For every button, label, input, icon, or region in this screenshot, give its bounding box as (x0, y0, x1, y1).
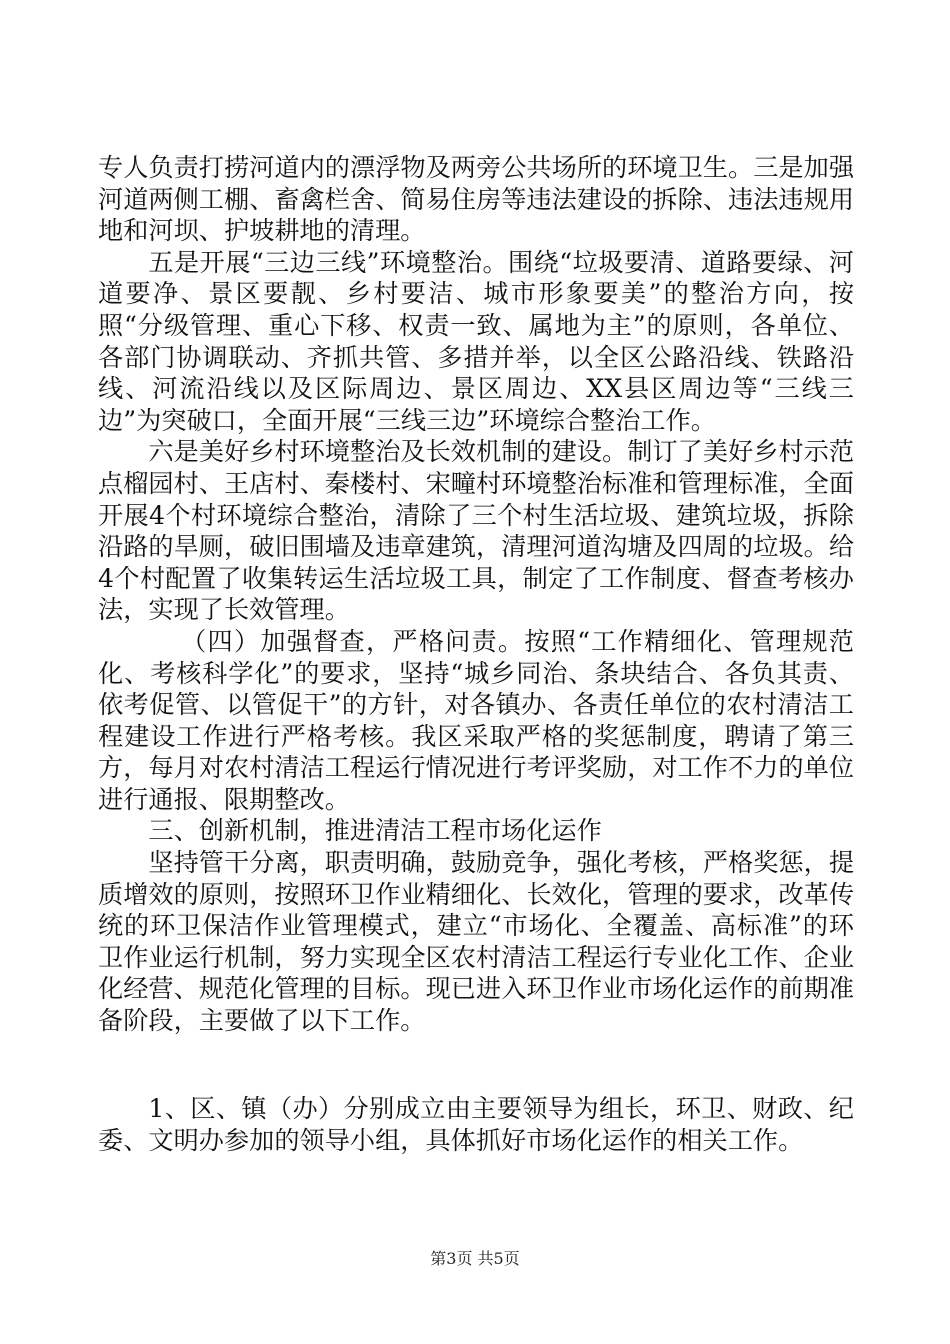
paragraph-4: （四）加强督查，严格问责。按照“工作精细化、管理规范化、考核科学化”的要求，坚持“城乡同治、条块结合、各负其责、依考促管、以管促干”的方针，对各镇办、各责任单位的农村清洁工程建设工作进行严格考核。我区采取严格的奖惩制度，聘请了第三方，每月对农村清洁工程运行情况进行考评奖励，对工作不力的单位进行通报、限期整改。 (98, 626, 854, 814)
paragraph-1: 专人负责打捞河道内的漂浮物及两旁公共场所的环境卫生。三是加强河道两侧工棚、畜禽栏舍、简易住房等违法建设的拆除、违法违规用地和河坝、护坡耕地的清理。 (98, 153, 854, 246)
section-heading: 三、创新机制，推进清洁工程市场化运作 (148, 816, 602, 846)
document-body (98, 152, 854, 1037)
numbered-list (98, 1093, 854, 1156)
paragraph-2: 五是开展“三边三线”环境整治。围绕“垃圾要清、道路要绿、河道要净、景区要靓、乡村要洁、城市形象要美”的整治方向，按照“分级管理、重心下移、权责一致、属地为主”的原则，各单位、各部门协调联动、齐抓共管、多措并举，以全区公路沿线、铁路沿线、河流沿线以及区际周边、景区周边、XX县区周边等“三线三边”为突破口，全面开展“三线三边”环境综合整治工作。 (98, 247, 854, 435)
paragraph-5: 坚持管干分离，职责明确，鼓励竞争，强化考核，严格奖惩，提质增效的原则，按照环卫作业精细化、长效化，管理的要求，改革传统的环卫保洁作业管理模式，建立“市场化、全覆盖、高标准”的环卫作业运行机制，努力实现全区农村清洁工程运行专业化工作、企业化经营、规范化管理的目标。现已进入环卫作业市场化运作的前期准备阶段，主要做了以下工作。 (98, 848, 854, 1036)
page-footer: 第3页 共5页 (430, 1249, 520, 1268)
paragraph-3: 六是美好乡村环境整治及长效机制的建设。制订了美好乡村示范点榴园村、王店村、秦楼村、宋疃村环境整治标准和管理标准，全面开展4个村环境综合整治，清除了三个村生活垃圾、建筑垃圾，拆除沿路的旱厕，破旧围墙及违章建筑，清理河道沟塘及四周的垃圾。给4个村配置了收集转运生活垃圾工具，制定了工作制度、督查考核办法，实现了长效管理。 (98, 437, 854, 625)
list-item-1: 1、区、镇（办）分别成立由主要领导为组长，环卫、财政、纪委、文明办参加的领导小组，具体抓好市场化运作的相关工作。 (98, 1094, 854, 1155)
